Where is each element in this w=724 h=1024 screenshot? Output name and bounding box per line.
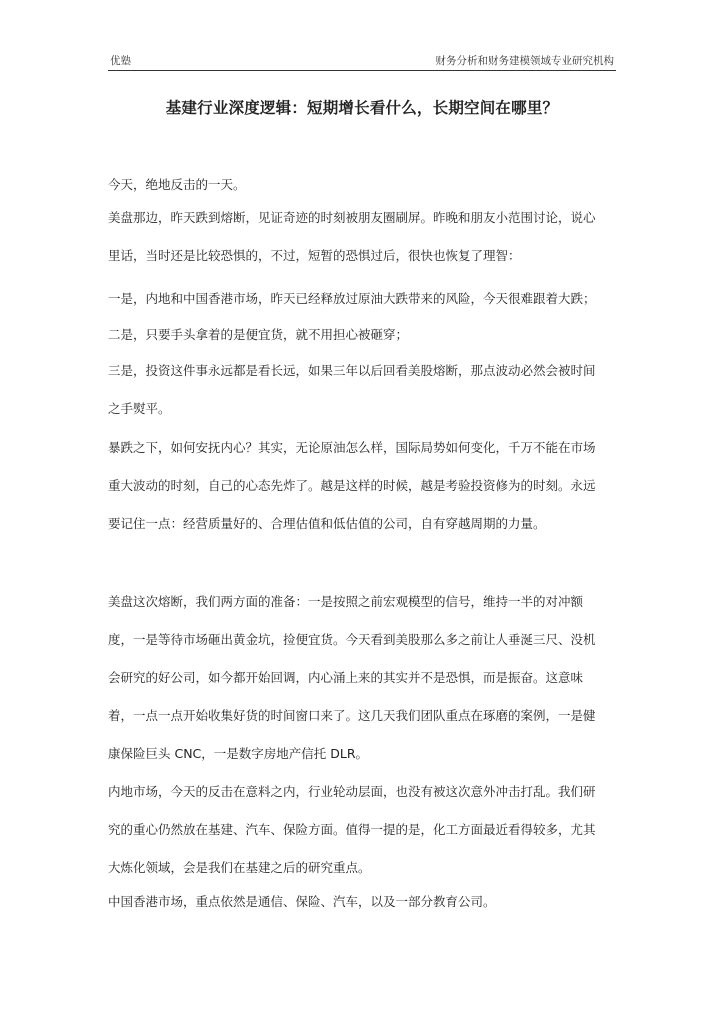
paragraph-line: 二是，只要手头拿着的是便宜货，就不用担心被砸穿；	[108, 327, 409, 342]
paragraph-line: 暴跌之下，如何安抚内心？其实，无论原油怎么样，国际局势如何变化，千万不能在市场	[108, 440, 596, 455]
page-header	[108, 50, 616, 71]
paragraph-line: 中国香港市场，重点依然是通信、保险、汽车，以及一部分教育公司。	[108, 894, 496, 909]
paragraph-line: 之手熨平。	[108, 401, 171, 416]
header-tagline: 财务分析和财务建模领域专业研究机构	[435, 55, 614, 67]
paragraph-line: 大炼化领域，会是我们在基建之后的研究重点。	[108, 860, 371, 875]
document-title: 基建行业深度逻辑：短期增长看什么，长期空间在哪里？	[165, 99, 559, 117]
paragraph-line: 究的重心仍然放在基建、汽车、保险方面。值得一提的是，化工方面最近看得较多，尤其	[108, 822, 596, 837]
paragraph-line: 里话，当时还是比较恐惧的，不过，短暂的恐惧过后，很快也恢复了理智：	[108, 248, 521, 263]
paragraph-3	[108, 281, 616, 316]
paragraph-line: 一是，内地和中国香港市场，昨天已经释放过原油大跌带来的风险，今天很难跟着大跌；	[108, 291, 596, 306]
paragraph-line: 美盘那边，昨天跌到熔断，见证奇迹的时刻被朋友圈刷屏。昨晚和朋友小范围讨论，说心	[108, 210, 596, 225]
paragraph-line: 会研究的好公司，如今都开始回调，内心涌上来的其实并不是恐惧，而是振奋。这意味	[108, 670, 584, 685]
paragraph-9	[108, 884, 616, 919]
paragraph-line: 今天，绝地反击的一天。	[108, 177, 246, 192]
paragraph-line: 内地市场，今天的反击在意料之内，行业轮动层面，也没有被这次意外冲击打乱。我们研	[108, 784, 596, 799]
paragraph-8	[108, 773, 616, 887]
paragraph-line: 重大波动的时刻，自己的心态先炸了。越是这样的时候，越是考验投资修为的时刻。永远	[108, 478, 596, 493]
paragraph-line: 着，一点一点开始收集好货的时间窗口来了。这几天我们团队重点在琢磨的案例，一是健	[108, 708, 596, 723]
header-brand: 优塾	[110, 55, 131, 67]
paragraph-line: 要记住一点：经营质量好的、合理估值和低估值的公司，自有穿越周期的力量。	[108, 516, 546, 531]
paragraph-line: 三是，投资这件事永远都是看长远，如果三年以后回看美股熔断，那点波动必然会被时间	[108, 363, 596, 378]
paragraph-line: 度，一是等待市场砸出黄金坑，捡便宜货。今天看到美股那么多之前让人垂涎三尺、没机	[108, 632, 596, 647]
paragraph-7	[108, 583, 616, 773]
paragraph-4	[108, 317, 616, 352]
paragraph-line: 美盘这次熔断，我们两方面的准备：一是按照之前宏观模型的信号，维持一半的对冲额	[108, 594, 584, 609]
paragraph-1	[108, 167, 616, 202]
paragraph-6	[108, 429, 616, 543]
paragraph-line: 康保险巨头 CNC，一是数字房地产信托 DLR。	[108, 746, 369, 761]
paragraph-5	[108, 352, 616, 428]
paragraph-2	[108, 199, 616, 275]
